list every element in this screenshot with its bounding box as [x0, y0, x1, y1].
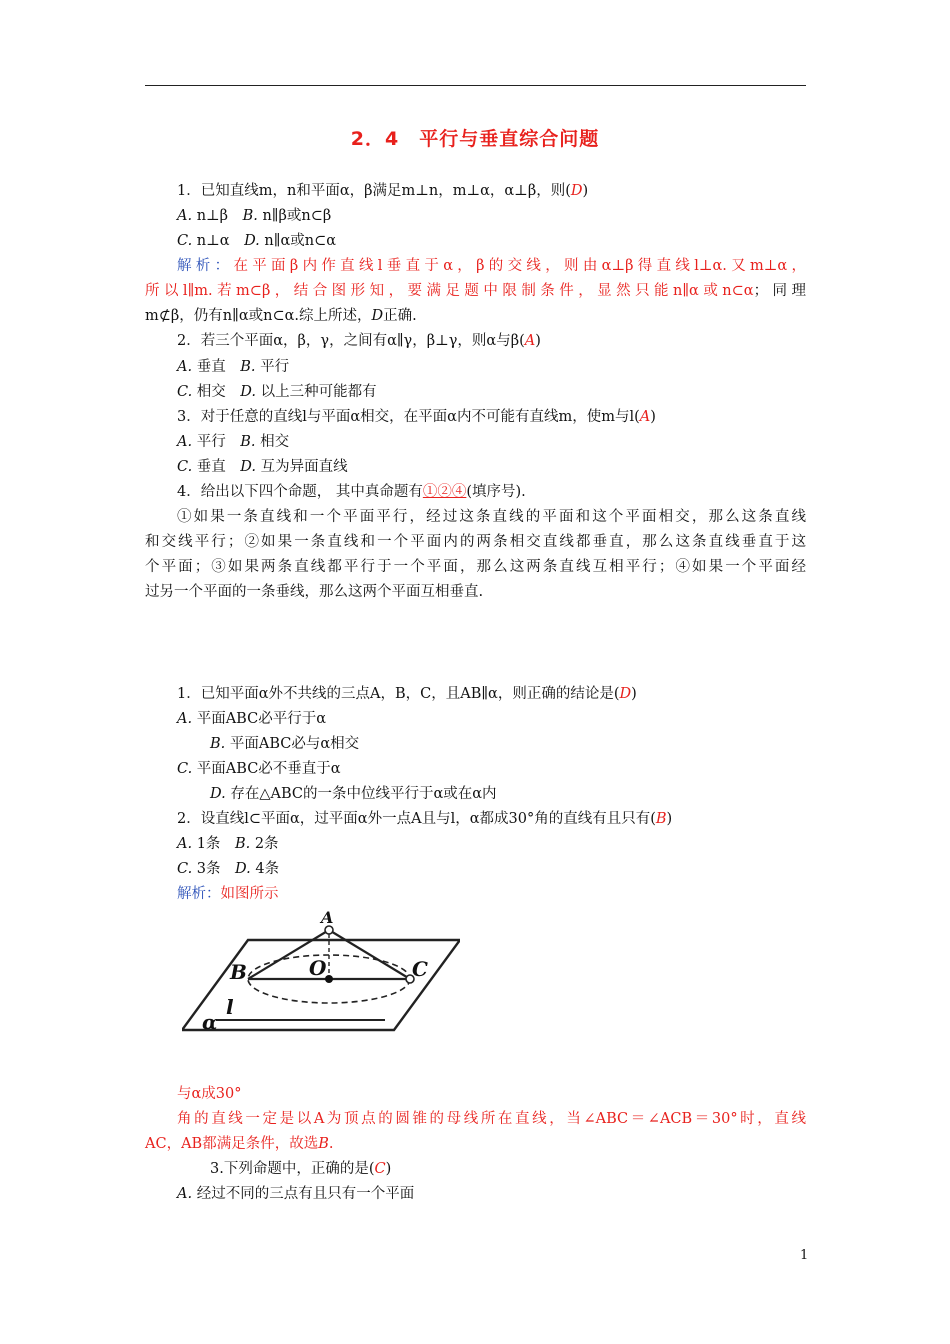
- point-a: [325, 926, 333, 934]
- s1-q4-line4: 过另一个平面的一条垂线，那么这两个平面互相垂直.: [145, 584, 484, 600]
- label-o: O: [309, 956, 327, 980]
- cone-plane-figure: [182, 908, 460, 1036]
- s1-q1-analysis-line1: 解析：在平面β内作直线l垂直于α，β的交线，则由α⊥β得直线l⊥α.又m⊥α，: [177, 258, 807, 274]
- s1-q1-analysis-line2: 所以l∥m.若m⊂β，结合图形知，要满足题中限制条件，显然只能n∥α或n⊂α；同理: [145, 283, 806, 299]
- label-l: l: [226, 995, 234, 1019]
- s1-q4-stem: 4．给出以下四个命题， 其中真命题有①②④(填序号).: [177, 484, 526, 500]
- s2-q1-option-a: A. 平面ABC必平行于α: [177, 711, 326, 727]
- s2-q1-option-b: B. 平面ABC必与α相交: [210, 736, 360, 752]
- s2-q2-options-ab: A. 1条 B. 2条: [177, 836, 279, 852]
- label-c: C: [412, 957, 428, 981]
- s1-q2-options-cd: C. 相交 D. 以上三种可能都有: [177, 384, 377, 400]
- s1-q3-options-ab: A. 平行 B. 相交: [177, 434, 290, 450]
- header-rule: [145, 85, 806, 86]
- s1-q1-answer: D: [570, 183, 583, 199]
- s2-q1-option-c: C. 平面ABC必不垂直于α: [177, 761, 341, 777]
- s1-q4-line2: 和交线平行；②如果一条直线和一个平面内的两条相交直线都垂直，那么这条直线垂直于这: [145, 534, 806, 550]
- s1-q1-stem: 1．已知直线m，n和平面α，β满足m⊥n，m⊥α，α⊥β，则(D): [177, 183, 589, 199]
- s1-q2-options-ab: A. 垂直 B. 平行: [177, 359, 290, 375]
- s2-q2-after-line2: 角的直线一定是以A为顶点的圆锥的母线所在直线，当∠ABC＝∠ACB＝30°时，直线: [177, 1111, 806, 1127]
- s2-q1-option-d: D. 存在△ABC的一条中位线平行于α或在α内: [210, 786, 497, 802]
- plane-alpha-shape: [182, 940, 460, 1030]
- s1-q1-options-cd: C. n⊥α D. n∥α或n⊂α: [177, 233, 337, 249]
- s2-q1-stem: 1．已知平面α外不共线的三点A，B，C，且AB∥α，则正确的结论是(D): [177, 686, 637, 702]
- s2-q2-options-cd: C. 3条 D. 4条: [177, 861, 280, 877]
- s2-q2-after-line1: 与α成30°: [177, 1086, 242, 1102]
- s1-q4-line3: 个平面；③如果两条直线都平行于一个平面，那么这两条直线互相平行；④如果一个平面经: [145, 559, 806, 575]
- s1-q1-analysis-line3: m⊄β，仍有n∥α或n⊂α.综上所述，D正确.: [145, 308, 417, 324]
- s1-q2-stem: 2．若三个平面α，β，γ，之间有α∥γ，β⊥γ，则α与β(A): [177, 333, 541, 349]
- s2-q3-option-a: A. 经过不同的三点有且只有一个平面: [177, 1186, 415, 1202]
- line-ac: [329, 930, 410, 979]
- s1-q1-options-ab: A. n⊥β B. n∥β或n⊂β: [177, 208, 332, 224]
- label-alpha: α: [202, 1010, 218, 1034]
- s2-q2-stem: 2．设直线l⊂平面α，过平面α外一点A且与l，α都成30°角的直线有且只有(B): [177, 811, 673, 827]
- label-b: B: [230, 960, 247, 984]
- s1-q3-options-cd: C. 垂直 D. 互为异面直线: [177, 459, 348, 475]
- s1-q4-line1: ①如果一条直线和一个平面平行，经过这条直线的平面和这个平面相交，那么这条直线: [177, 509, 806, 525]
- s2-q2-analysis: 解析：如图所示: [177, 886, 279, 902]
- s1-q3-stem: 3．对于任意的直线l与平面α相交，在平面α内不可能有直线m，使m与l(A): [177, 409, 656, 425]
- page-title: 2．4 平行与垂直综合问题: [350, 128, 600, 150]
- s2-q2-after-line3: AC，AB都满足条件，故选B.: [145, 1136, 334, 1152]
- s2-q3-stem: 3.下列命题中，正确的是(C): [210, 1161, 392, 1177]
- page-number: 1: [800, 1248, 809, 1263]
- label-a: A: [321, 908, 334, 927]
